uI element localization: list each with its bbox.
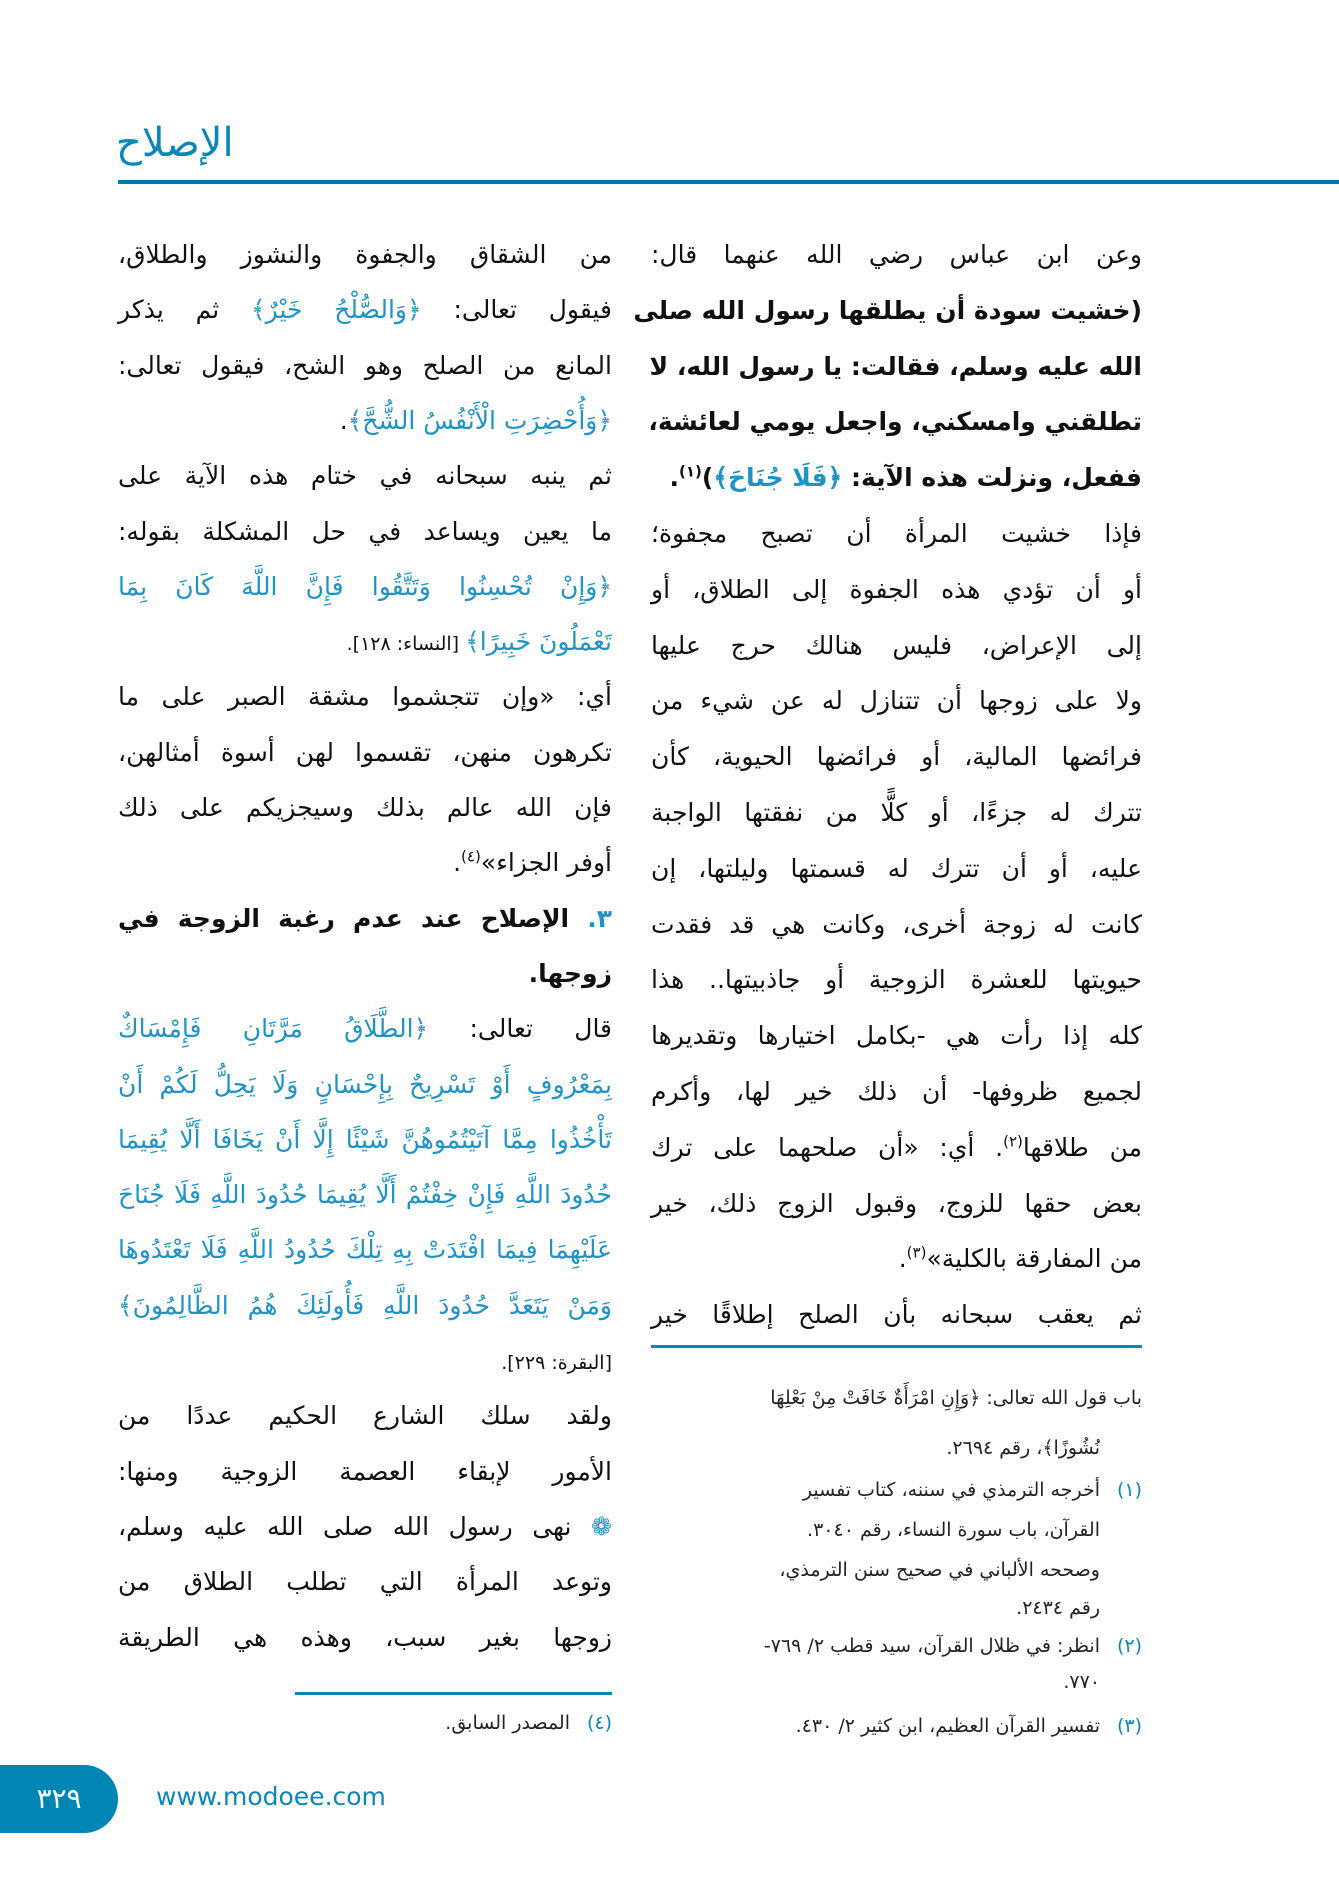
text-line [118, 946, 612, 1002]
footnote-line [642, 1552, 1142, 1588]
text-run: ) [701, 463, 714, 493]
text-run: ولا على زوجها أن تتنازل له عن شيء من [651, 686, 1142, 716]
text-line [118, 1112, 612, 1168]
text-run: الإصلاح عند عدم رغبة الزوجة في [118, 903, 570, 933]
text-run: أو أن تؤدي هذه الجفوة إلى الطلاق، أو [651, 574, 1142, 604]
text-run: الأمور لإبقاء العصمة الزوجية ومنها: [118, 1456, 612, 1486]
text-line [651, 1176, 1142, 1232]
footnote-ref[interactable]: (٣) [906, 1244, 927, 1263]
quran-verse: ﴿وَإِنْ تُحْسِنُوا وَتَتَّقُوا فَإِنَّ اللَّهَ كَانَ بِمَا [118, 571, 612, 601]
text-line [648, 394, 1142, 450]
footnote-text: نُشُوزًا﴾، رقم ٢٦٩٤. [946, 1437, 1100, 1459]
footnote-text: انظر: في ظلال القرآن، سيد قطب ٢/ ٧٦٩- [763, 1635, 1100, 1657]
text-run: تترك له جزءًا، أو كلًّا من نفقتها الواجبة [651, 798, 1142, 827]
text-run: الله عليه وسلم، فقالت: يا رسول الله، لا [649, 351, 1142, 381]
footnote-number: (٢) [1116, 1635, 1142, 1657]
website-url[interactable]: www.modoee.com [156, 1782, 386, 1811]
text-run: عليه، أو أن تترك له قسمتها وليلتها، إن [651, 853, 1142, 883]
quran-verse: ❁ [571, 1511, 612, 1541]
text-line [118, 504, 612, 560]
text-line [651, 673, 1142, 729]
text-line [118, 1222, 612, 1278]
text-run: فيقول تعالى: [421, 295, 612, 325]
text-run: . [898, 1244, 907, 1274]
footnote-number: (١) [1116, 1479, 1142, 1501]
text-line [118, 780, 612, 836]
footnote-line [642, 1590, 1142, 1626]
text-run: أي: «وإن تتجشموا مشقة الصبر على ما [118, 682, 612, 712]
text-line [118, 1057, 612, 1113]
footnote-text: أخرجه الترمذي في سننه، كتاب تفسير [802, 1479, 1100, 1501]
text-line [651, 1008, 1142, 1064]
text-line [118, 1001, 612, 1057]
footnote-divider-right [651, 1345, 1142, 1348]
text-run: ففعل، ونزلت هذه الآية: [842, 463, 1142, 493]
footnote-text: ٧٧٠. [1063, 1671, 1100, 1693]
footnote-ref[interactable]: (٢) [1003, 1132, 1023, 1151]
text-line [118, 227, 612, 283]
text-line [118, 1388, 612, 1444]
footnote-number: (٣) [1116, 1715, 1142, 1737]
text-run: . [453, 848, 462, 878]
text-line [651, 897, 1142, 953]
text-line [118, 1333, 612, 1389]
text-line [118, 835, 612, 891]
text-run: فإذا خشيت المرأة أن تصبح مجفوة؛ [651, 519, 1142, 548]
text-line [118, 338, 612, 394]
quran-verse: تَعْمَلُونَ خَبِيرًا﴾ [465, 627, 612, 657]
text-run: (خشيت سودة أن يطلقها رسول الله صلى [633, 295, 1142, 325]
text-line [118, 1554, 612, 1610]
footnote-divider-left [295, 1692, 612, 1695]
text-line [651, 506, 1142, 562]
page-number: ٣٢٩ [0, 1765, 118, 1833]
footnote-text: باب قول الله تعالى: ﴿وَإِنِ امْرَأَةٌ خَافَتْ مِنْ بَعْلِهَا [770, 1387, 1142, 1409]
footnote-text: المصدر السابق. [445, 1712, 570, 1734]
footnote-ref[interactable]: (١) [679, 462, 702, 481]
text-line [651, 562, 1142, 618]
text-line [651, 1120, 1142, 1176]
text-line [651, 450, 1142, 506]
footnote-line [642, 1708, 1142, 1744]
text-line [118, 1278, 612, 1334]
footnote-text: تفسير القرآن العظيم، ابن كثير ٢/ ٤٣٠. [795, 1715, 1100, 1737]
text-run: لجميع ظروفها- أن ذلك خير لها، وأكرم [651, 1077, 1142, 1106]
footnote-line [642, 1628, 1142, 1664]
text-line [651, 841, 1142, 897]
text-run: من طلاقها [1022, 1132, 1142, 1162]
text-run: كانت له زوجة أخرى، وكانت هي قد فقدت [651, 909, 1142, 939]
text-run: . [669, 463, 679, 493]
text-run: نهى رسول الله صلى الله عليه وسلم، [118, 1511, 572, 1541]
text-line [118, 1167, 612, 1223]
footnote-line [642, 1664, 1142, 1700]
text-run: زوجها. [528, 958, 612, 988]
quran-verse: حُدُودَ اللَّهِ فَإِنْ خِفْتُمْ أَلَّا يُقِيمَا حُدُودَ اللَّهِ فَلَا جُنَاحَ [118, 1180, 612, 1210]
quran-verse: ﴿الطَّلَاقُ مَرَّتَانِ فَإِمْسَاكٌ [118, 1014, 429, 1044]
quran-verse: عَلَيْهِمَا فِيمَا افْتَدَتْ بِهِ تِلْكَ حُدُودُ اللَّهِ فَلَا تَعْتَدُوهَا [118, 1235, 612, 1265]
text-line [118, 669, 612, 725]
quran-verse: بِمَعْرُوفٍ أَوْ تَسْرِيحٌ بِإِحْسَانٍ وَلَا يَحِلُّ لَكُمْ أَنْ [118, 1069, 612, 1099]
text-run: فإن الله عالم بذلك وسيجزيكم على ذلك [118, 793, 612, 822]
footnote-line [642, 1512, 1142, 1548]
text-run: ما يعين ويساعد في حل المشكلة بقوله: [118, 516, 612, 546]
footnote-line [292, 1705, 612, 1741]
text-run: تكرهون منهن، تقسموا لهن أسوة أمثالهن، [118, 737, 612, 767]
text-line [118, 614, 612, 670]
footnote-line [642, 1430, 1142, 1466]
text-run: بعض حقها للزوج، وقبول الزوج ذلك، خير [651, 1188, 1142, 1218]
text-run: فرائضها المالية، أو فرائضها الحيوية، كأن [651, 742, 1142, 772]
text-run: كله إذا رأت هي -بكامل اختيارها وتقديرها [651, 1021, 1142, 1051]
text-line [118, 448, 612, 504]
text-run: . [339, 405, 348, 435]
text-line [118, 393, 612, 449]
text-line [118, 1444, 612, 1500]
verse-citation: [النساء: ١٢٨]. [346, 633, 466, 656]
quran-verse: ﴿وَأُحْضِرَتِ الْأَنْفُسُ الشُّحَّ﴾ [347, 405, 612, 435]
text-run: . أي: «أن صلحهما على ترك [651, 1132, 1004, 1162]
text-line [651, 785, 1142, 841]
text-line [651, 1231, 1142, 1287]
text-line [118, 282, 612, 338]
text-run: أوفر الجزاء» [480, 848, 612, 878]
text-run: زوجها بغير سبب، وهذه هي الطريقة [118, 1622, 612, 1652]
text-run: تطلقني وامسكني، واجعل يومي لعائشة، [648, 407, 1142, 437]
text-line [633, 283, 1142, 339]
text-run: وتوعد المرأة التي تطلب الطلاق من [118, 1567, 612, 1597]
quran-verse: تَأْخُذُوا مِمَّا آتَيْتُمُوهُنَّ شَيْئًا إِلَّا أَنْ يَخَافَا أَلَّا يُقِيمَا [118, 1124, 612, 1154]
text-run: إلى الإعراض، فليس هنالك حرج عليها [651, 630, 1142, 660]
text-line [118, 1499, 612, 1555]
text-line [651, 1287, 1142, 1343]
text-run: وعن ابن عباس رضي الله عنهما قال: [651, 240, 1142, 269]
text-run: ولقد سلك الشارع الحكيم عددًا من [118, 1401, 612, 1431]
footnote-text: وصححه الألباني في صحيح سنن الترمذي، [779, 1559, 1100, 1581]
text-run: ثم يعقب سبحانه بأن الصلح إطلاقًا خير [651, 1300, 1142, 1330]
quran-verse: وَمَنْ يَتَعَدَّ حُدُودَ اللَّهِ فَأُولَئِكَ هُمُ الظَّالِمُونَ﴾ [118, 1290, 612, 1320]
text-line [118, 891, 612, 947]
text-line [651, 729, 1142, 785]
footnote-text: القرآن، باب سورة النساء، رقم ٣٠٤٠. [807, 1519, 1100, 1541]
verse-citation: [البقرة: ٢٢٩]. [501, 1352, 612, 1374]
text-run: من المفارقة بالكلية» [926, 1244, 1142, 1274]
text-line [118, 1610, 612, 1666]
text-line [651, 339, 1142, 395]
text-line [118, 725, 612, 781]
text-run: ثم ينبه سبحانه في ختام هذه الآية على [118, 461, 612, 491]
text-line [651, 1064, 1142, 1120]
text-line [651, 952, 1142, 1008]
text-line [651, 618, 1142, 674]
footnote-line [642, 1380, 1142, 1416]
text-run: ثم يذكر [118, 295, 251, 325]
text-line [651, 227, 1142, 283]
text-run: قال تعالى: [428, 1014, 613, 1044]
footnote-text: رقم ٢٤٣٤. [1016, 1597, 1100, 1619]
quran-verse: ﴿فَلَا جُنَاحَ﴾ [713, 463, 843, 493]
quran-verse: ٣. [569, 903, 613, 933]
header-divider [118, 180, 1339, 184]
text-run: من الشقاق والجفوة والنشوز والطلاق، [118, 240, 612, 269]
footnote-ref[interactable]: (٤) [461, 847, 481, 866]
text-run: حيويتها للعشرة الزوجية أو جاذبيتها.. هذا [651, 965, 1142, 995]
text-line [118, 559, 612, 615]
chapter-title: الإصلاح [116, 120, 234, 166]
quran-verse: ﴿وَالصُّلْحُ خَيْرٌ﴾ [251, 295, 422, 325]
footnote-line [642, 1472, 1142, 1508]
text-run: المانع من الصلح وهو الشح، فيقول تعالى: [118, 350, 612, 380]
footnote-number: (٤) [586, 1712, 612, 1734]
